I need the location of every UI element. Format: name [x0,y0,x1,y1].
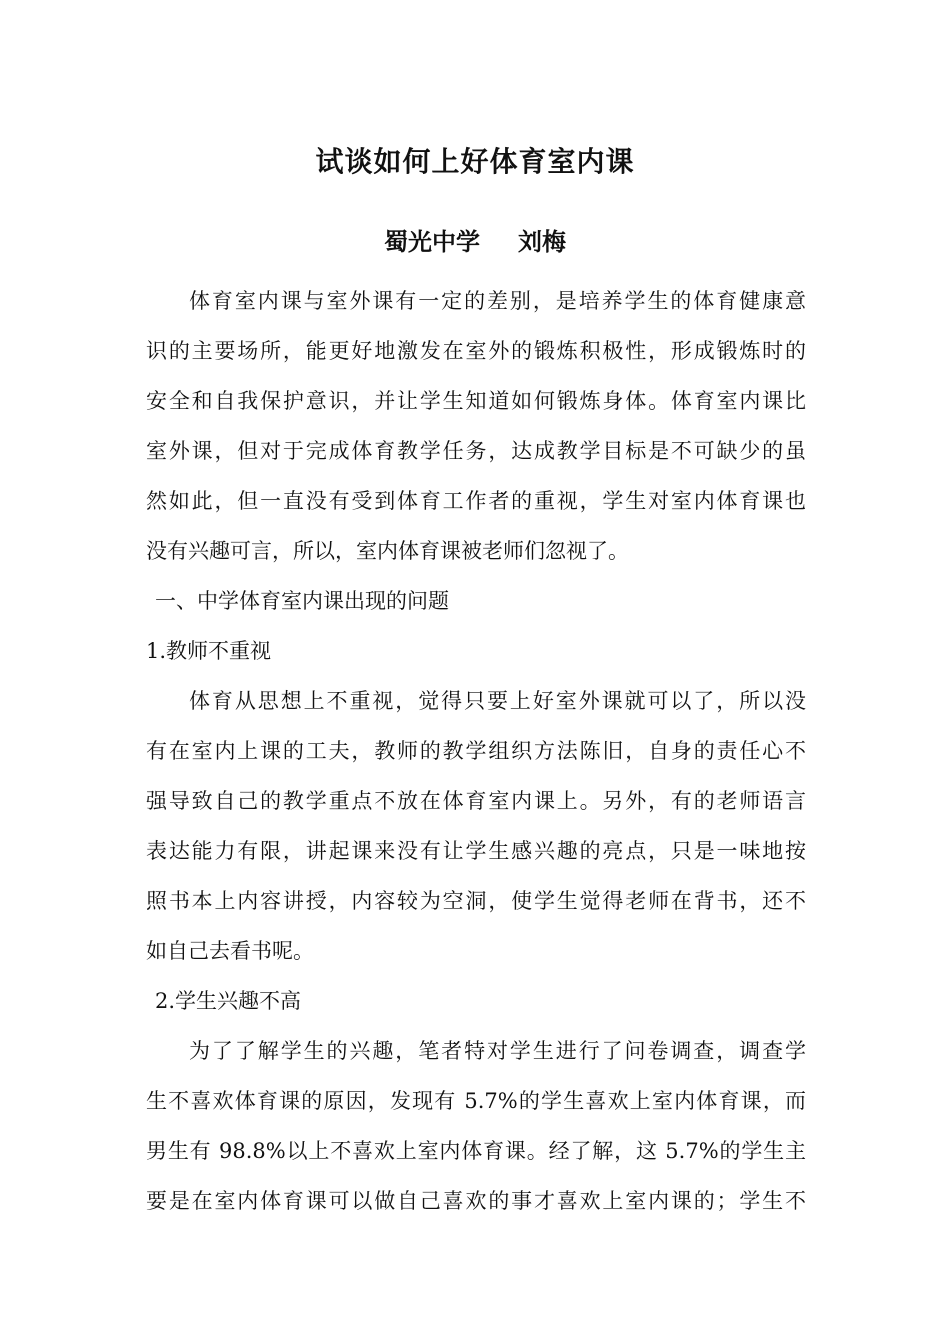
intro-line: 没有兴趣可言，所以，室内体育课被老师们忽视了。 [146,539,629,563]
body-line: 男生有 98.8%以上不喜欢上室内体育课。经了解，这 5.7%的学生主 [146,1139,806,1163]
body-line: 强导致自己的教学重点不放在体育室内课上。另外，有的老师语言 [146,789,806,813]
byline [0,222,950,257]
body-line: 生不喜欢体育课的原因，发现有 5.7%的学生喜欢上室内体育课，而 [146,1089,806,1113]
intro-line: 安全和自我保护意识，并让学生知道如何锻炼身体。体育室内课比 [146,389,806,413]
body-line: 要是在室内体育课可以做自己喜欢的事才喜欢上室内课的；学生不 [146,1189,806,1213]
body-line: 有在室内上课的工夫，教师的教学组织方法陈旧，自身的责任心不 [146,739,806,763]
body-line: 照书本上内容讲授，内容较为空洞，使学生觉得老师在背书，还不 [146,889,806,913]
intro-line: 然如此，但一直没有受到体育工作者的重视，学生对室内体育课也 [146,489,806,513]
intro-line: 室外课，但对于完成体育教学任务，达成教学目标是不可缺少的虽 [146,439,806,463]
body-line: 表达能力有限，讲起课来没有让学生感兴趣的亮点，只是一味地按 [146,839,806,863]
author-name: 刘梅 [518,228,566,256]
intro-line: 体育室内课与室外课有一定的差别，是培养学生的体育健康意 [189,289,806,313]
intro-line: 识的主要场所，能更好地激发在室外的锻炼积极性，形成锻炼时的 [146,339,806,363]
body-line: 如自己去看书呢。 [146,939,314,963]
document-title: 试谈如何上好体育室内课 [315,145,635,178]
body-line: 体育从思想上不重视，觉得只要上好室外课就可以了，所以没 [189,689,806,713]
subsection-heading: 2.学生兴趣不高 [155,989,302,1013]
school-name: 蜀光中学 [384,228,480,256]
subsection-heading: 1.教师不重视 [146,639,272,663]
body-line: 为了了解学生的兴趣，笔者特对学生进行了问卷调查，调查学 [189,1039,806,1063]
section-heading: 一、中学体育室内课出现的问题 [155,589,449,613]
